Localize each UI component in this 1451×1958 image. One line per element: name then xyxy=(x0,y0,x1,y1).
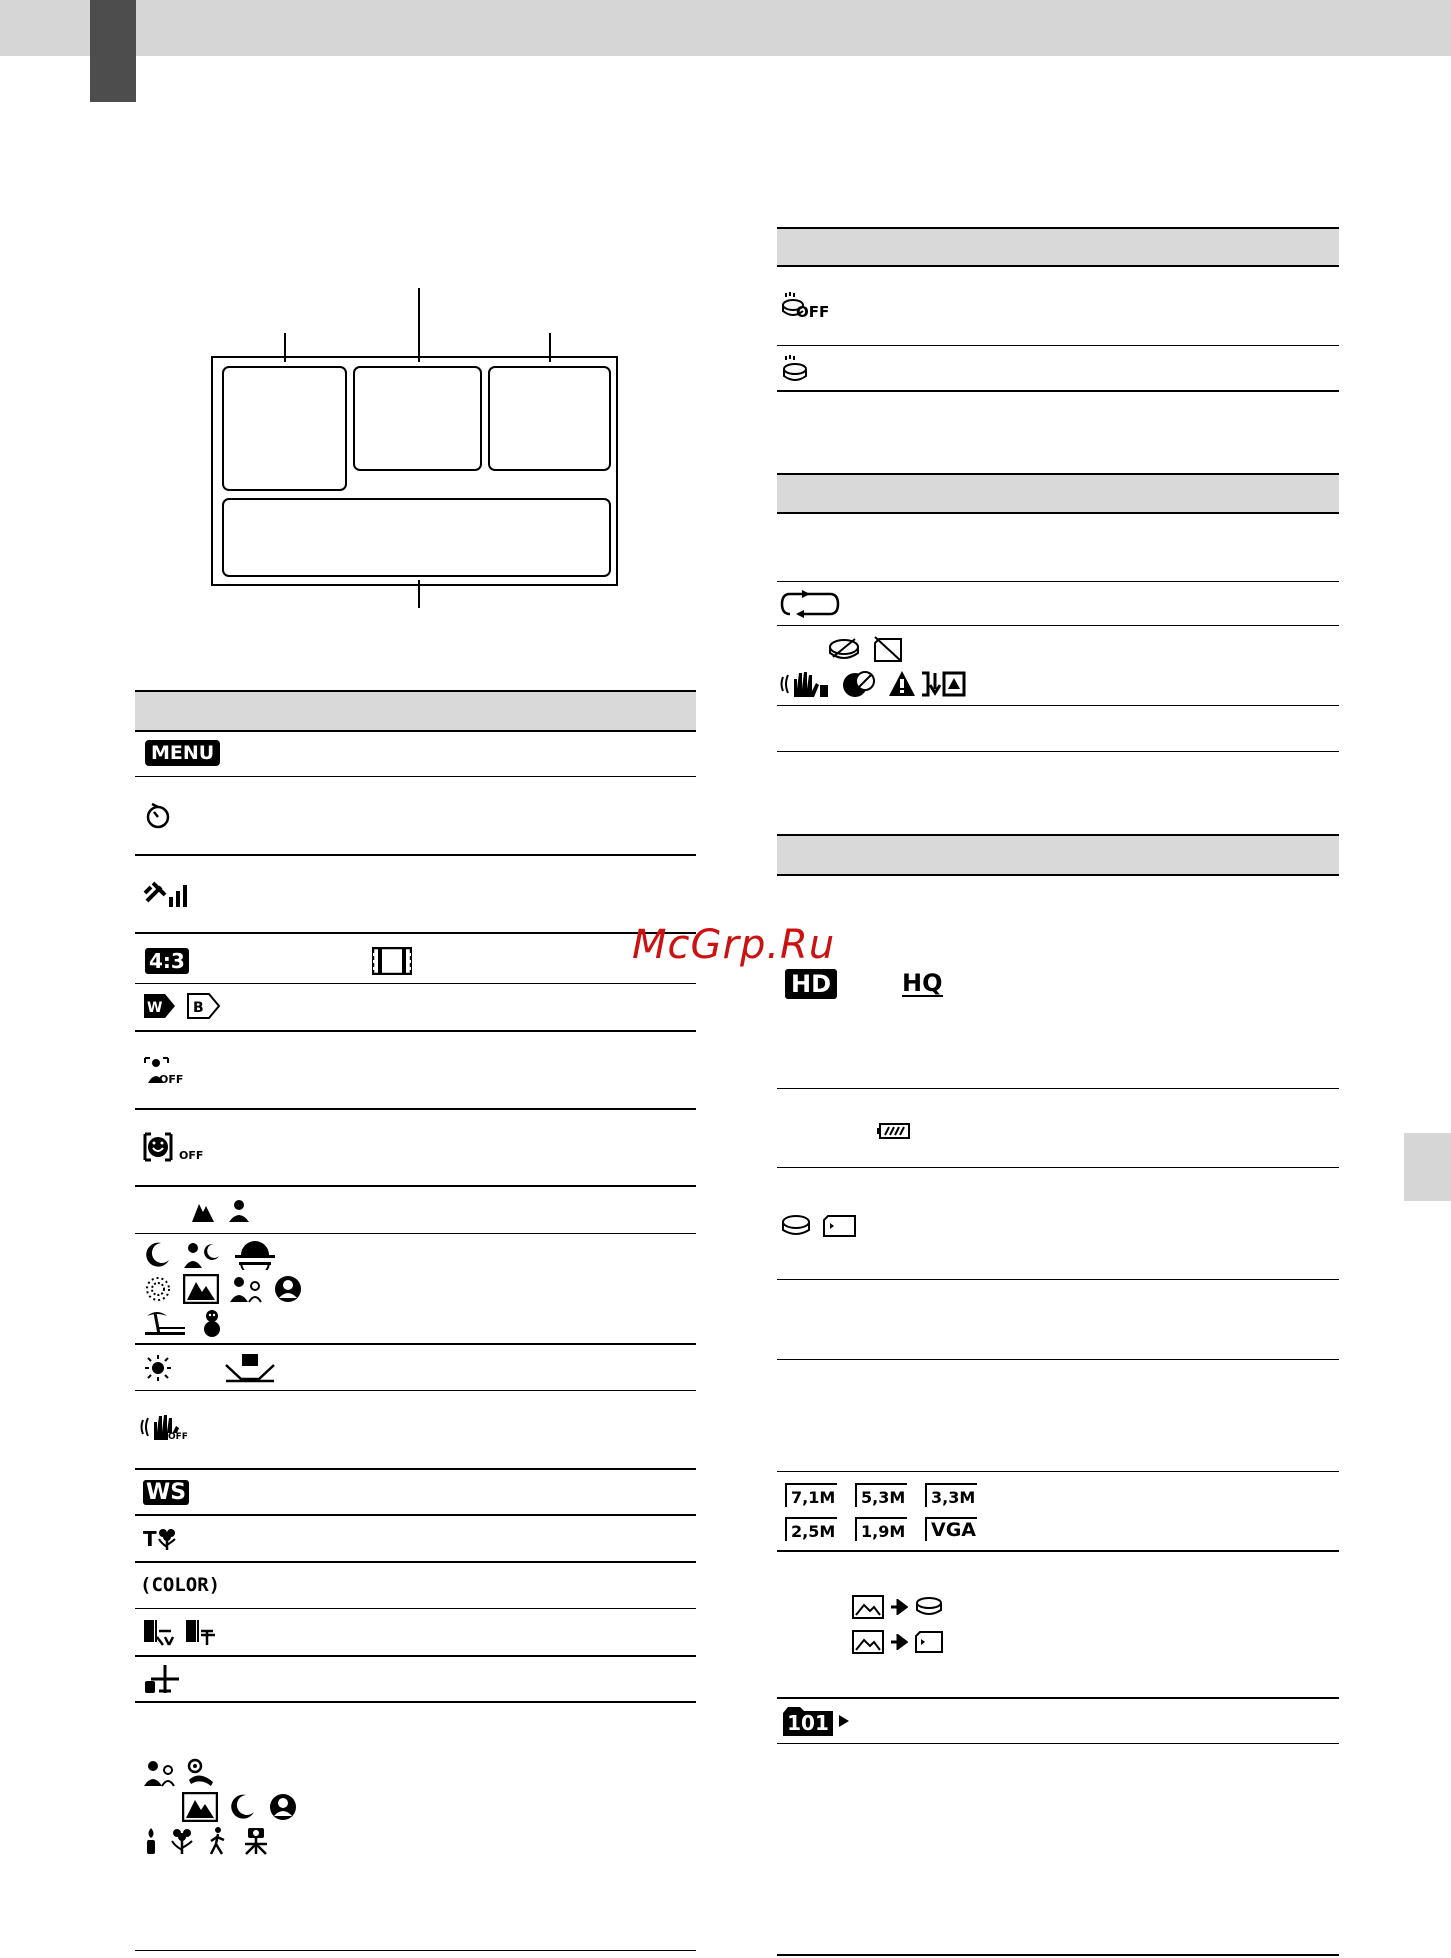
row-photo-to-hdd xyxy=(852,1592,944,1622)
widescreen-icon: WS xyxy=(143,1480,189,1505)
row-face-detection xyxy=(143,1055,183,1089)
folder-number: 101 xyxy=(787,1711,829,1735)
sunset-scene-icon xyxy=(233,1240,277,1270)
top-header-bar xyxy=(0,0,1451,56)
row-scene-selection-2 xyxy=(143,1272,303,1306)
portrait-scene-icon xyxy=(226,1198,252,1224)
flash-warning-icon xyxy=(840,669,878,699)
row-divider xyxy=(135,1468,696,1470)
watermark-text: McGrp.Ru xyxy=(632,922,836,968)
row-self-timer xyxy=(143,800,173,832)
row-detected-scene-3 xyxy=(143,1825,271,1857)
row-wide-select xyxy=(143,1476,189,1508)
night-detected-icon xyxy=(228,1792,258,1822)
image-size-7-1m-icon: 7,1M xyxy=(785,1483,837,1507)
row-white-balance xyxy=(143,1352,173,1384)
row-recording-media xyxy=(780,1210,858,1242)
row-battery xyxy=(877,1120,911,1142)
card-destination-icon xyxy=(914,1630,944,1654)
row-scene-selection-3 xyxy=(143,1306,227,1340)
face-detection-off-icon xyxy=(143,1055,183,1090)
right-table3-header xyxy=(777,834,1339,876)
folder-icon xyxy=(782,1705,834,1737)
row-color-slow-shutter xyxy=(140,1570,220,1600)
row-flight-mode xyxy=(143,1662,181,1696)
repeat-icon xyxy=(780,590,840,618)
row-divider xyxy=(135,983,696,984)
color-slow-shutter-icon: (COLOR) xyxy=(140,1573,221,1596)
row-intelligent-auto xyxy=(190,1196,252,1226)
arrow-right-icon xyxy=(890,1634,908,1650)
diagram-area-center xyxy=(353,366,482,471)
flight-mode-icon xyxy=(143,1663,181,1695)
row-recording-mode xyxy=(785,966,837,1002)
leader-line-top-center xyxy=(418,288,420,362)
row-divider xyxy=(777,705,1339,706)
left-table-header xyxy=(135,690,696,732)
row-recording-mode-hq xyxy=(902,966,943,1002)
row-divider xyxy=(135,1655,696,1657)
spotlight-icon xyxy=(273,1274,303,1304)
row-divider xyxy=(135,1343,696,1345)
gps-signal-icon xyxy=(143,879,189,909)
off-label: OFF xyxy=(179,1148,204,1162)
tele-label: T xyxy=(143,1527,157,1551)
fireworks-icon xyxy=(143,1274,173,1304)
svg-text:B: B xyxy=(193,1000,204,1016)
row-divider xyxy=(777,1550,1339,1552)
row-hdd-drop-sensor-off xyxy=(780,290,830,324)
photo-icon xyxy=(852,1595,884,1619)
hq-quality-icon: HQ xyxy=(902,969,943,997)
image-size-5-3m-icon: 5,3M xyxy=(855,1483,907,1507)
row-scene-selection-1 xyxy=(143,1238,277,1272)
row-playback-folder xyxy=(782,1704,850,1738)
row-photo-to-card xyxy=(852,1627,944,1657)
off-label: OFF xyxy=(159,1072,184,1086)
svg-text:W: W xyxy=(147,1000,163,1016)
diagram-area-left xyxy=(222,366,347,491)
row-divider xyxy=(777,581,1339,582)
diagram-area-right xyxy=(488,366,611,471)
landscape-scene-icon xyxy=(190,1198,216,1224)
camera-shake-warning-icon xyxy=(780,669,830,699)
walking-icon xyxy=(205,1826,231,1856)
snow-icon xyxy=(197,1308,227,1338)
one-push-white-balance-icon xyxy=(225,1353,275,1383)
off-label: OFF xyxy=(796,302,830,321)
right-table2-header xyxy=(777,473,1339,514)
row-movie-mode xyxy=(372,945,412,977)
row-divider xyxy=(777,1359,1339,1360)
menu-icon: MENU xyxy=(145,740,220,766)
image-size-3-3m-icon: 3,3M xyxy=(925,1483,977,1507)
spotlight-detected-icon xyxy=(268,1792,298,1822)
image-size-1-9m-icon: 1,9M xyxy=(855,1517,907,1541)
outdoor-white-balance-icon xyxy=(143,1353,173,1383)
landscape-detected-icon xyxy=(182,1792,218,1822)
header-section-tab xyxy=(90,0,136,102)
row-divider xyxy=(135,1185,696,1187)
row-warning-1 xyxy=(827,633,905,665)
row-tele-macro xyxy=(143,1524,177,1554)
row-divider xyxy=(777,751,1339,752)
right-table1-header xyxy=(777,227,1339,267)
telephoto-conversion-icon xyxy=(187,992,221,1020)
macro-detected-icon xyxy=(169,1826,195,1856)
row-fader xyxy=(143,1616,217,1648)
tele-macro-icon xyxy=(143,1529,157,1549)
row-divider xyxy=(135,1233,696,1234)
beach-icon xyxy=(143,1308,187,1338)
card-warning-icon xyxy=(888,669,968,699)
row-steadyshot xyxy=(140,1412,190,1446)
row-divider xyxy=(135,1108,696,1110)
portrait-detected-icon xyxy=(143,1758,175,1788)
row-divider xyxy=(135,1390,696,1391)
hdd-error-icon xyxy=(827,635,861,663)
row-conversion-lens xyxy=(143,991,221,1021)
image-size-2-5m-icon: 2,5M xyxy=(785,1517,837,1541)
row-divider xyxy=(135,1030,696,1032)
landscape-icon xyxy=(183,1274,219,1304)
row-repeat xyxy=(780,588,840,620)
row-divider xyxy=(777,1167,1339,1168)
diagram-area-bottom xyxy=(222,498,611,577)
row-divider xyxy=(777,1088,1339,1089)
row-detected-scene-1 xyxy=(143,1757,217,1789)
wide-conversion-icon xyxy=(143,992,177,1020)
photo-icon xyxy=(852,1630,884,1654)
row-divider xyxy=(135,854,696,856)
row-divider xyxy=(135,1608,696,1609)
card-error-icon xyxy=(871,635,905,663)
row-detected-scene-2 xyxy=(182,1791,298,1823)
row-divider xyxy=(777,1279,1339,1280)
row-divider xyxy=(135,1561,696,1563)
memory-card-media-icon xyxy=(822,1213,858,1239)
portrait-icon xyxy=(229,1274,263,1304)
row-divider xyxy=(135,776,696,777)
row-divider xyxy=(777,345,1339,346)
row-hdd-drop-sensor xyxy=(780,352,810,386)
row-divider xyxy=(135,1701,696,1703)
baby-detected-icon xyxy=(185,1758,217,1788)
row-divider xyxy=(777,1743,1339,1744)
smile-shutter-off-icon xyxy=(143,1132,203,1167)
row-divider xyxy=(135,1514,696,1516)
drop-sensor-off-icon xyxy=(780,291,830,324)
fader-white-icon xyxy=(143,1617,175,1647)
fader-black-icon xyxy=(185,1617,217,1647)
steadyshot-off-icon xyxy=(140,1412,190,1447)
tripod-icon xyxy=(241,1826,271,1856)
low-light-icon xyxy=(143,1826,159,1856)
row-divider xyxy=(777,625,1339,626)
aspect-ratio-icon: 4:3 xyxy=(145,948,189,974)
image-size-vga-icon: VGA xyxy=(925,1517,977,1541)
row-divider xyxy=(777,1471,1339,1472)
row-image-size-1 xyxy=(785,1480,977,1510)
night-portrait-icon xyxy=(183,1240,223,1270)
row-warning-2 xyxy=(780,667,968,701)
row-one-push-wb xyxy=(225,1352,275,1384)
row-divider xyxy=(135,932,696,934)
hdd-destination-icon xyxy=(914,1595,944,1619)
row-divider xyxy=(777,1954,1339,1956)
self-timer-icon xyxy=(143,801,173,831)
row-smile-shutter xyxy=(143,1132,203,1166)
play-arrow-icon xyxy=(838,1714,850,1728)
film-strip-icon xyxy=(372,947,412,975)
hdd-media-icon xyxy=(780,1212,812,1240)
hd-quality-icon: HD xyxy=(785,969,837,999)
row-divider xyxy=(135,1950,696,1951)
row-gps xyxy=(143,877,189,911)
row-image-size-2 xyxy=(785,1514,977,1544)
battery-icon xyxy=(877,1122,911,1140)
row-aspect-ratio xyxy=(145,945,189,977)
side-index-tab xyxy=(1404,1133,1451,1201)
row-divider xyxy=(777,1697,1339,1699)
row-menu xyxy=(145,738,220,768)
macro-flower-icon xyxy=(157,1527,177,1551)
row-divider xyxy=(777,390,1339,392)
off-label: OFF xyxy=(168,1431,188,1442)
night-scene-icon xyxy=(143,1240,173,1270)
arrow-right-icon xyxy=(890,1599,908,1615)
drop-sensor-icon xyxy=(780,354,810,384)
